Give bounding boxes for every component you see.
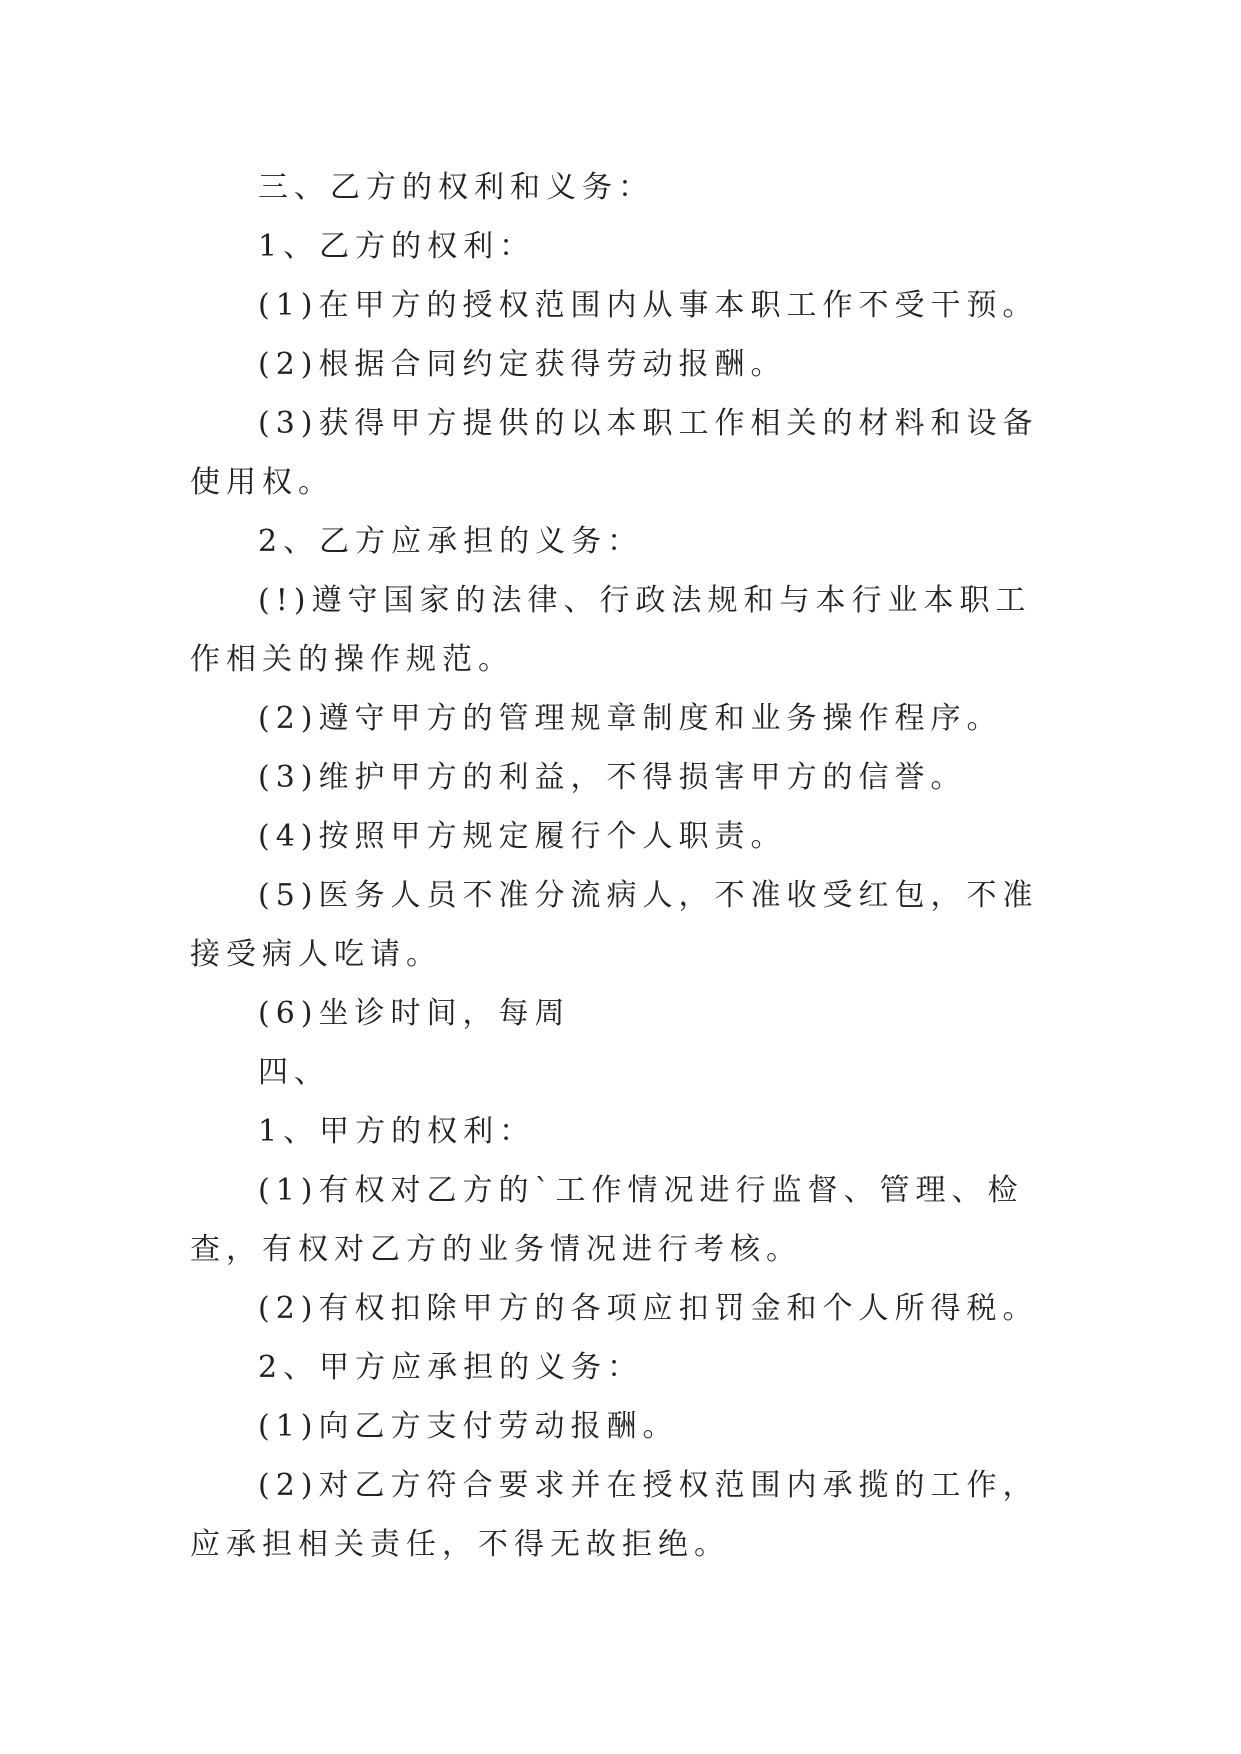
clause-party-a-right-2: (2)有权扣除甲方的各项应扣罚金和个人所得税。 bbox=[258, 1291, 1039, 1326]
document-body bbox=[190, 158, 1060, 1574]
subheading-party-a-rights: 1、甲方的权利： bbox=[258, 1114, 536, 1149]
clause-party-a-obligation-2: (2)对乙方符合要求并在授权范围内承揽的工作，应承担相关责任，不得无故拒绝。 bbox=[190, 1468, 1039, 1562]
clause-party-b-obligation-4: (4)按照甲方规定履行个人职责。 bbox=[258, 819, 787, 854]
subheading-party-b-obligations: 2、乙方应承担的义务： bbox=[258, 524, 644, 559]
clause-party-b-obligation-1: (!)遵守国家的法律、行政法规和与本行业本职工作相关的操作规范。 bbox=[190, 583, 1032, 677]
clause-party-b-obligation-5: (5)医务人员不准分流病人，不准收受红包，不准接受病人吃请。 bbox=[190, 878, 1039, 972]
clause-party-a-right-1: (1)有权对乙方的`工作情况进行监督、管理、检查，有权对乙方的业务情况进行考核。 bbox=[190, 1173, 1024, 1267]
subheading-party-a-obligations: 2、甲方应承担的义务： bbox=[258, 1350, 644, 1385]
clause-party-a-obligation-1: (1)向乙方支付劳动报酬。 bbox=[258, 1409, 679, 1444]
clause-party-b-right-1: (1)在甲方的授权范围内从事本职工作不受干预。 bbox=[258, 288, 1039, 323]
section-heading-party-b: 三、乙方的权利和义务： bbox=[258, 170, 654, 205]
section-heading-four: 四、 bbox=[258, 1055, 330, 1090]
clause-party-b-obligation-2: (2)遵守甲方的管理规章制度和业务操作程序。 bbox=[258, 701, 1003, 736]
clause-party-b-obligation-6: (6)坐诊时间，每周 bbox=[258, 996, 571, 1031]
subheading-party-b-rights: 1、乙方的权利： bbox=[258, 229, 536, 264]
clause-party-b-right-3: (3)获得甲方提供的以本职工作相关的材料和设备使用权。 bbox=[190, 406, 1039, 500]
clause-party-b-right-2: (2)根据合同约定获得劳动报酬。 bbox=[258, 347, 787, 382]
clause-party-b-obligation-3: (3)维护甲方的利益，不得损害甲方的信誉。 bbox=[258, 760, 967, 795]
